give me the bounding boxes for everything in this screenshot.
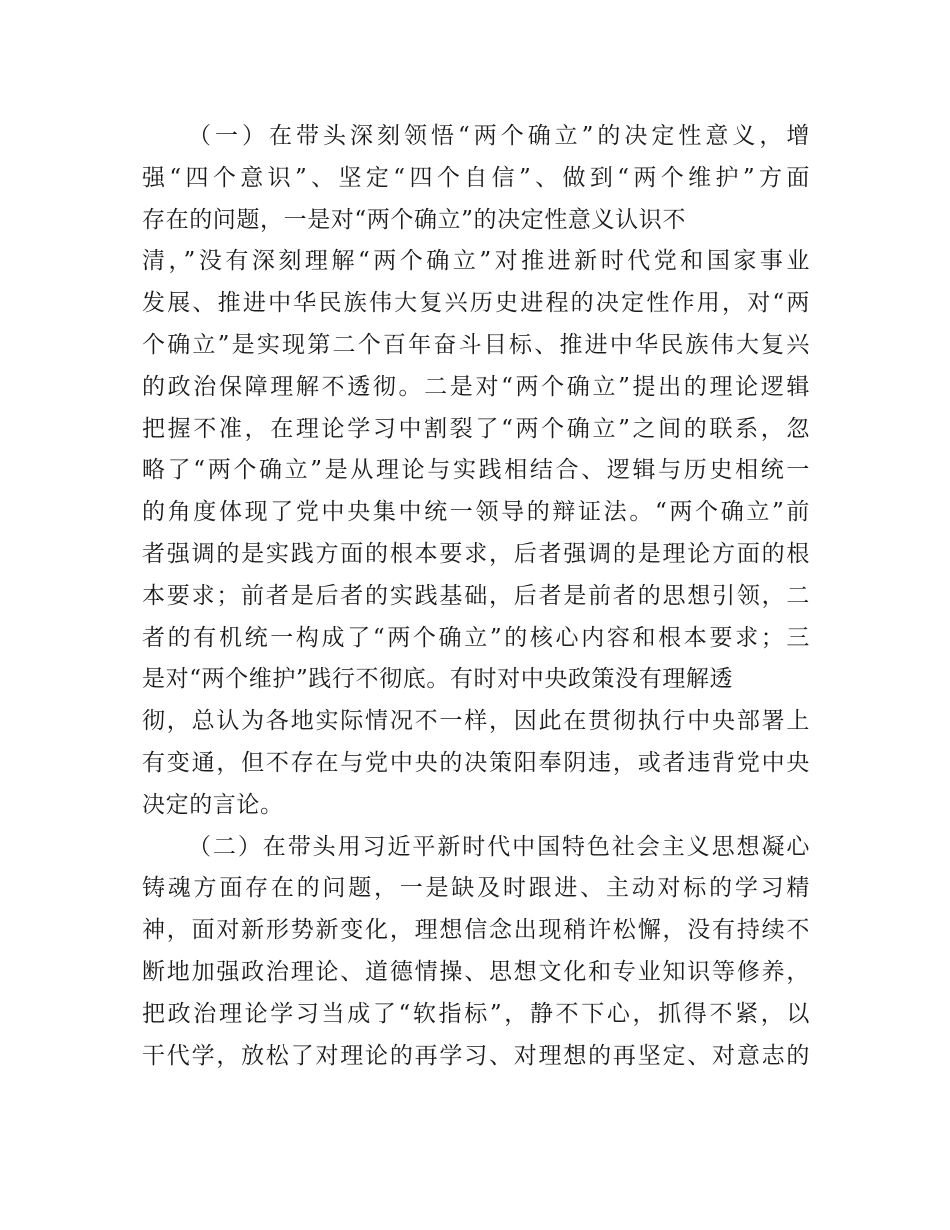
document-body — [142, 116, 810, 1077]
paragraph-line: 者的有机统一构成了“两个确立”的核心内容和根本要求；三 — [142, 624, 810, 651]
paragraph-line: 清，”没有深刻理解“两个确立”对推进新时代党和国家事业 — [142, 248, 810, 275]
paragraph-line: 存在的问题，一是对“两个确立”的决定性意义认识不 — [142, 206, 686, 233]
paragraph-line: 神，面对新形势新变化，理想信念出现稍许松懈，没有持续不 — [142, 917, 810, 944]
paragraph-line: 是对“两个维护”践行不彻底。有时对中央政策没有理解透 — [142, 666, 734, 693]
paragraph-line: （二）在带头用习近平新时代中国特色社会主义思想凝心 — [188, 833, 810, 860]
paragraph-line: 断地加强政治理论、道德情操、思想文化和专业知识等修养， — [142, 958, 810, 985]
paragraph-line: 本要求；前者是后者的实践基础，后者是前者的思想引领，二 — [142, 582, 810, 609]
paragraph-line: 强“四个意识”、坚定“四个自信”、做到“两个维护”方面 — [142, 164, 810, 191]
paragraph-line: 者强调的是实践方面的根本要求，后者强调的是理论方面的根 — [142, 540, 810, 567]
paragraph-line: 干代学，放松了对理论的再学习、对理想的再坚定、对意志的 — [142, 1042, 810, 1069]
paragraph-line: 把政治理论学习当成了“软指标”，静不下心，抓得不紧，以 — [142, 1000, 810, 1027]
paragraph-line: 铸魂方面存在的问题，一是缺及时跟进、主动对标的学习精 — [142, 875, 810, 902]
paragraph-2 — [142, 827, 810, 1078]
paragraph-line: 的政治保障理解不透彻。二是对“两个确立”提出的理论逻辑 — [142, 373, 810, 400]
paragraph-line: 把握不准，在理论学习中割裂了“两个确立”之间的联系，忽 — [142, 415, 810, 442]
paragraph-line: 决定的言论。 — [142, 791, 284, 818]
paragraph-1 — [142, 116, 810, 827]
paragraph-line: 彻，总认为各地实际情况不一样，因此在贯彻执行中央部署上 — [142, 708, 810, 735]
paragraph-line: 发展、推进中华民族伟大复兴历史进程的决定性作用，对“两 — [142, 290, 810, 317]
paragraph-line: 的角度体现了党中央集中统一领导的辩证法。“两个确立”前 — [142, 499, 810, 526]
paragraph-line: 个确立”是实现第二个百年奋斗目标、推进中华民族伟大复兴 — [142, 331, 810, 358]
paragraph-line: （一）在带头深刻领悟“两个确立”的决定性意义，增 — [188, 123, 810, 149]
paragraph-line: 有变通，但不存在与党中央的决策阳奉阴违，或者违背党中央 — [142, 749, 810, 776]
paragraph-line: 略了“两个确立”是从理论与实践相结合、逻辑与历史相统一 — [142, 457, 810, 484]
